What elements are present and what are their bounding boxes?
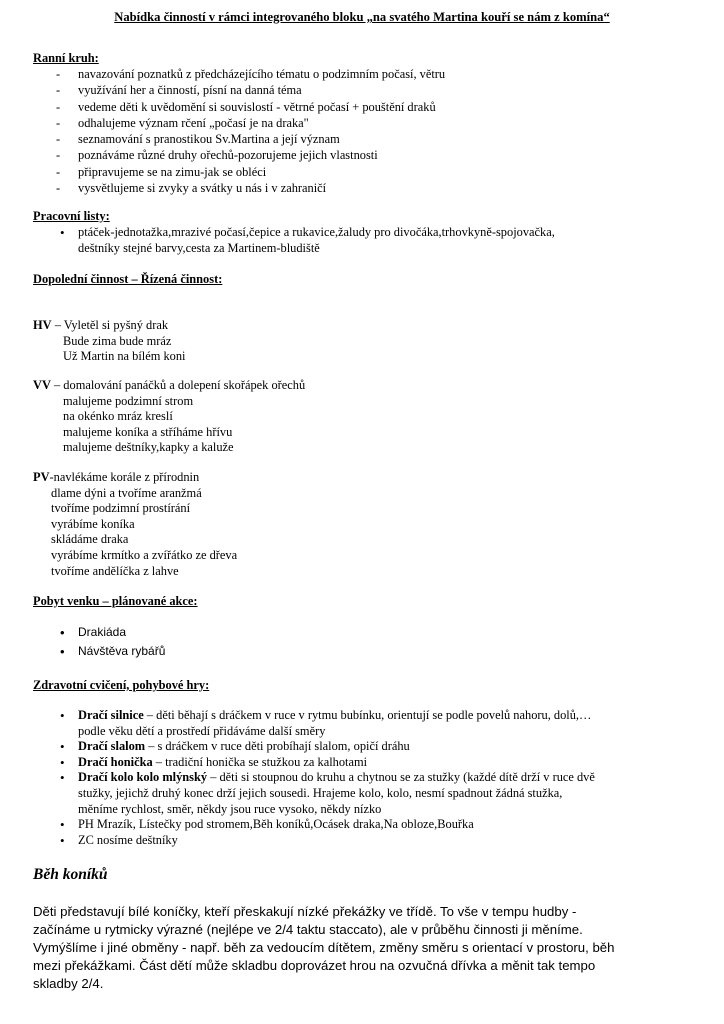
pv-line: dlame dýni a tvoříme aranžmá (51, 485, 202, 500)
list-item: • Návštěva rybářů (58, 644, 165, 663)
pv-label: PV (33, 470, 50, 484)
game-description-cont: podle věku dětí a prostředí přidáváme další směry (78, 723, 326, 738)
list-item (58, 833, 595, 849)
zdravotni-cviceni-heading: Zdravotní cvičení, pohybové hry: (33, 678, 210, 692)
pv-line: tvoříme podzimní prostírání (51, 501, 191, 516)
game-name: Dračí silnice (78, 708, 144, 722)
paragraph-line: Děti představují bílé koníčky, kteří přeskakují nízké překážky ve třídě. To vše v tempu hudby - (33, 904, 577, 919)
list-item (58, 817, 595, 833)
pv-line: skládáme draka (51, 532, 129, 547)
pracovni-listy-line-1: • ptáček-jednotažka,mrazivé počasí,čepice a rukavice,žaludy pro divočáka,trhovkyně-spojovačka, (78, 225, 555, 239)
game-name: Dračí kolo kolo mlýnský (78, 770, 208, 785)
list-item (58, 739, 595, 755)
list-item (58, 755, 595, 771)
beh-koniku-paragraph (33, 903, 673, 993)
beh-koniku-heading: Běh koníků (33, 866, 108, 883)
game-name: Dračí slalom (78, 739, 146, 754)
list-item: - seznamování s pranostikou Sv.Martina a její význam (36, 132, 445, 148)
list-item (58, 770, 595, 817)
vv-first-line: – domalování panáčků a dolepení skořápek ořechů (50, 378, 306, 392)
list-item: - vedeme děti k uvědomění si souvislostí - větrné počasí + pouštění draků (36, 100, 445, 116)
vv-label: VV (33, 378, 51, 392)
hv-first-line: – Vyletěl si pyšný drak (51, 318, 169, 332)
paragraph-line: začínáme u rytmicky výrazné (nejlépe ve 2/4 taktu staccato), ale v průběhu činnosti ji měníme. (33, 922, 583, 937)
game-name: Dračí honička (78, 754, 153, 769)
list-item: - navazování poznatků z předcházejícího tématu o podzimním počasí, větru (36, 67, 445, 83)
vv-line: na okénko mráz kreslí (63, 409, 173, 424)
hv-line: Bude zima bude mráz (63, 333, 172, 348)
list-item: - odhalujeme význam rčení „počasí je na draka" (36, 116, 445, 132)
pv-block (33, 470, 237, 579)
list-item: • Drakiáda (58, 625, 165, 644)
paragraph-line: mezi překážkami. Část dětí může skladbu doprovázet hrou na ozvučná dřívka a měnit tak tempo (33, 958, 596, 973)
hv-line: Už Martin na bílém koni (63, 349, 186, 364)
vv-line: malujeme deštníky,kapky a kaluže (63, 440, 234, 455)
paragraph-line: skladby 2/4. (33, 976, 104, 991)
vv-line: malujeme koníka a stříháme hřívu (63, 424, 233, 439)
zdravotni-cviceni-list (58, 708, 595, 848)
game-description: – děti běhají s dráčkem v ruce v rytmu bubínku, orientují se podle povelů nahoru, dolů,… (143, 708, 592, 722)
list-item: - poznáváme různé druhy ořechů-pozorujeme jejich vlastnosti (36, 148, 445, 164)
hv-label: HV (33, 318, 52, 332)
ranni-kruh-list (36, 67, 445, 197)
list-item (58, 708, 595, 739)
game-description: • PH Mrazík, Lístečky pod stromem,Běh koníků,Ocásek draka,Na obloze,Bouřka (78, 817, 474, 832)
ranni-kruh-heading: Ranní kruh: (33, 51, 99, 65)
game-description: • ZC nosíme deštníky (78, 832, 178, 847)
pv-first-line: -navlékáme korále z přírodnin (49, 470, 200, 484)
pracovni-listy-list (58, 225, 555, 256)
game-description-cont: měníme rychlost, směr, někdy jsou ruce vysoko, někdy nízko (78, 801, 382, 816)
document-title: Nabídka činností v rámci integrovaného bloku „na svatého Martina kouří se nám z komína“ (114, 10, 610, 24)
pv-line: vyrábíme krmítko a zvířátko ze dřeva (51, 547, 238, 562)
vv-line: malujeme podzimní strom (63, 393, 194, 408)
game-description-cont: stužky, jejichž druhý konec drží jejich sousedi. Hrajeme kolo, kolo, nesmí spadnout žádná stužka, (78, 785, 563, 800)
pobyt-venku-list (58, 625, 165, 663)
list-item: - vysvětlujeme si zvyky a svátky u nás i v zahraničí (36, 181, 445, 197)
pracovni-listy-line-2: deštníky stejné barvy,cesta za Martinem-bludiště (78, 240, 320, 255)
list-item (58, 225, 555, 256)
pv-line: tvoříme andělíčka z lahve (51, 563, 179, 578)
game-description: – děti si stoupnou do kruhu a chytnou se za stužky (každé dítě drží v ruce dvě (207, 770, 595, 785)
game-description: – tradiční honička se stužkou za kalhotami (152, 754, 368, 769)
list-item: - připravujeme se na zimu-jak se obléci (36, 165, 445, 181)
vv-block (33, 378, 305, 456)
pv-line: vyrábíme koníka (51, 516, 135, 531)
game-description: – s dráčkem v ruce děti probíhají slalom, opičí dráhu (145, 739, 410, 754)
pracovni-listy-heading: Pracovní listy: (33, 209, 110, 223)
paragraph-line: Vymýšlíme i jiné obměny - např. běh za vedoucím dítětem, změny směru s orientací v prostoru, běh (33, 940, 615, 955)
hv-block (33, 318, 186, 365)
pobyt-venku-heading: Pobyt venku – plánované akce: (33, 594, 198, 608)
list-item: - využívání her a činností, písní na danná téma (36, 83, 445, 99)
dopoledni-cinnost-heading: Dopolední činnost – Řízená činnost: (33, 272, 223, 286)
